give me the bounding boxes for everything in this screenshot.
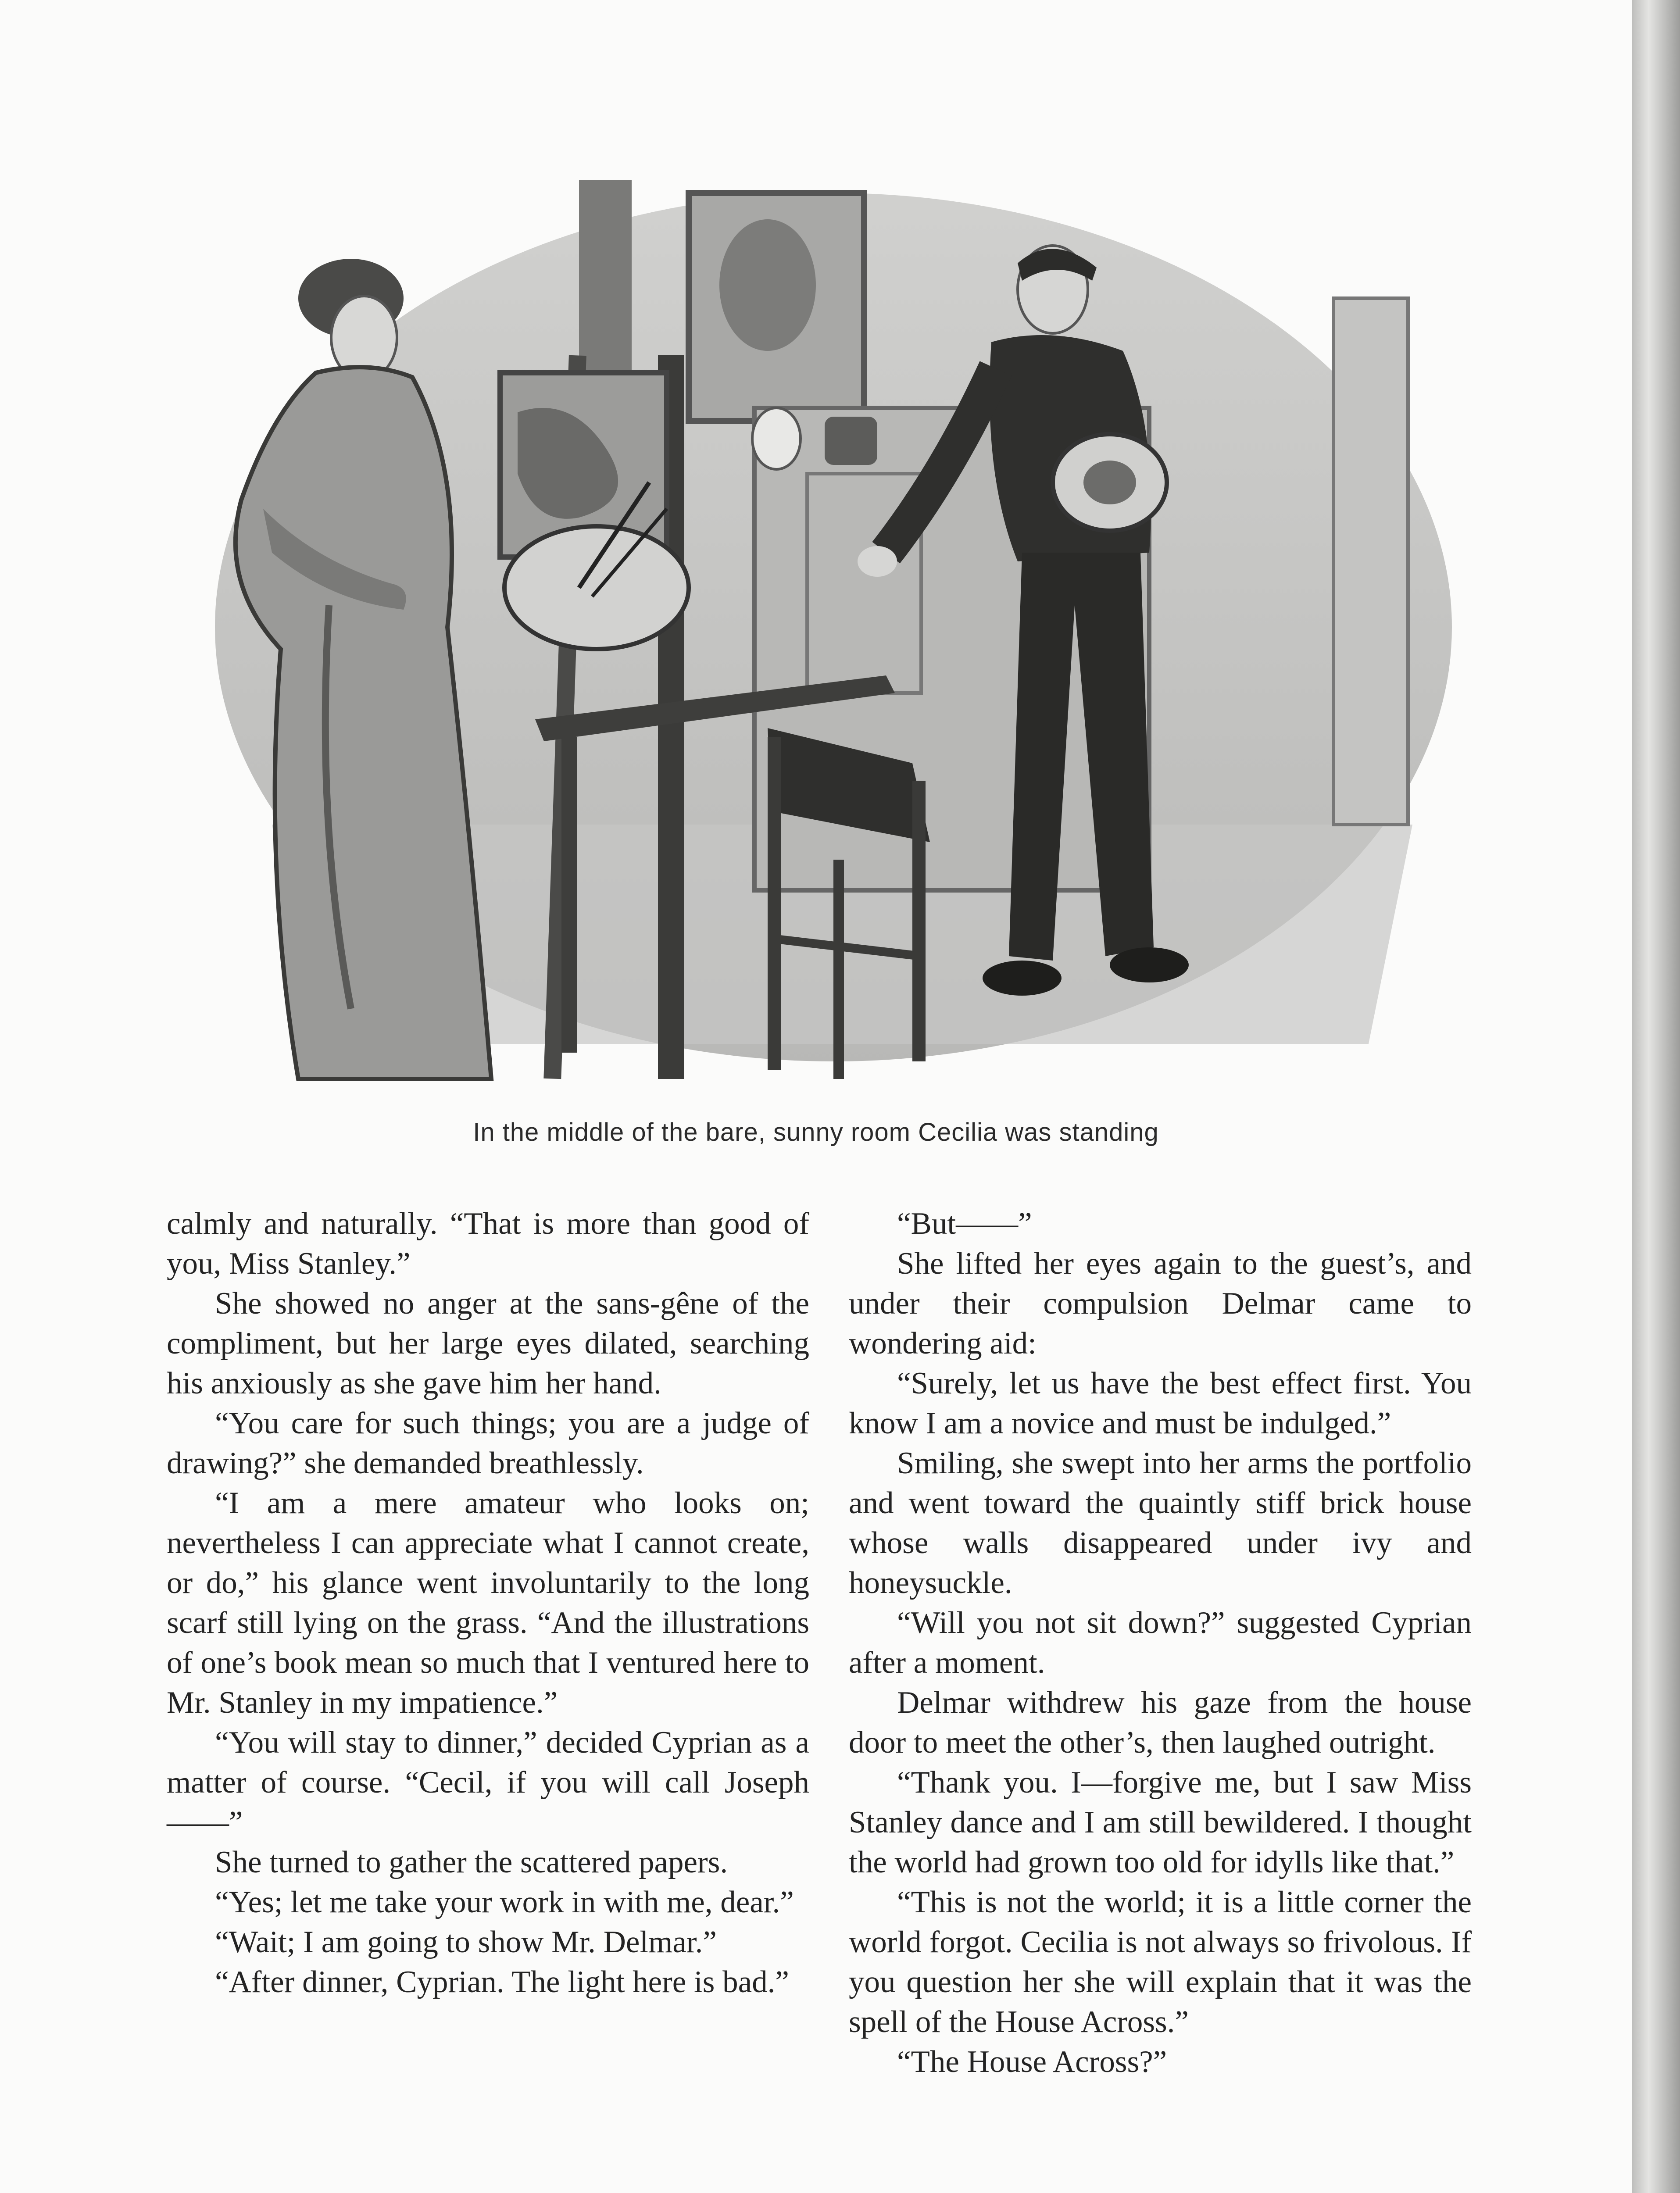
paragraph: “Will you not sit down?” suggested Cyprian after a moment. (849, 1606, 1472, 1680)
paragraph: “After dinner, Cyprian. The light here is bad.” (215, 1965, 789, 1999)
paragraph: “You will stay to dinner,” decided Cyprian as a matter of course. “Cecil, if you will call Joseph——” (167, 1725, 809, 1839)
paragraph: “Wait; I am going to show Mr. Delmar.” (215, 1925, 717, 1959)
paragraph: Delmar withdrew his gaze from the house door to meet the other’s, then laughed outright. (849, 1686, 1472, 1760)
paragraph: Smiling, she swept into her arms the portfolio and went toward the quaintly stiff brick house whose walls disappeared under ivy and honeysuckle. (849, 1446, 1472, 1600)
illustration-studio-scene (184, 167, 1483, 1088)
paragraph: She lifted her eyes again to the guest’s, and under their compulsion Delmar came to wondering aid: (849, 1247, 1472, 1361)
paragraph: She turned to gather the scattered papers. (215, 1845, 728, 1879)
paragraph: “But——” (897, 1207, 1032, 1241)
page-edge (1632, 0, 1680, 2193)
paragraph: “You care for such things; you are a judge of drawing?” she demanded breathlessly. (167, 1406, 809, 1480)
paragraph: “This is not the world; it is a little corner the world forgot. Cecilia is not always so frivolous. If you question her she will explain that it was the spell of the House Across.” (849, 1885, 1472, 2039)
paragraph: calmly and naturally. “That is more than good of you, Miss Stanley.” (167, 1207, 809, 1281)
paragraph: “I am a mere amateur who looks on; nevertheless I can appreciate what I cannot create, or do,” his glance went involuntarily to the long scarf still lying on the grass. “And the illustrations of one’s book mean so much that I ventured here to Mr. Stanley in my impatience.” (167, 1486, 809, 1720)
text-column-right (849, 1204, 1472, 2082)
illustration-caption: In the middle of the bare, sunny room Cecilia was standing (473, 1118, 1159, 1147)
paragraph: She showed no anger at the sans-gêne of the compliment, but her large eyes dilated, searching his anxiously as she gave him her hand. (167, 1286, 809, 1400)
paragraph: “The House Across?” (897, 2045, 1167, 2079)
paragraph: “Yes; let me take your work in with me, dear.” (215, 1885, 794, 1919)
paragraph: “Thank you. I—forgive me, but I saw Miss Stanley dance and I am still bewildered. I thought the world had grown too old for idylls like that.” (849, 1765, 1472, 1879)
paragraph: “Surely, let us have the best effect first. You know I am a novice and must be indulged.” (849, 1366, 1472, 1440)
text-column-left (167, 1204, 809, 2002)
